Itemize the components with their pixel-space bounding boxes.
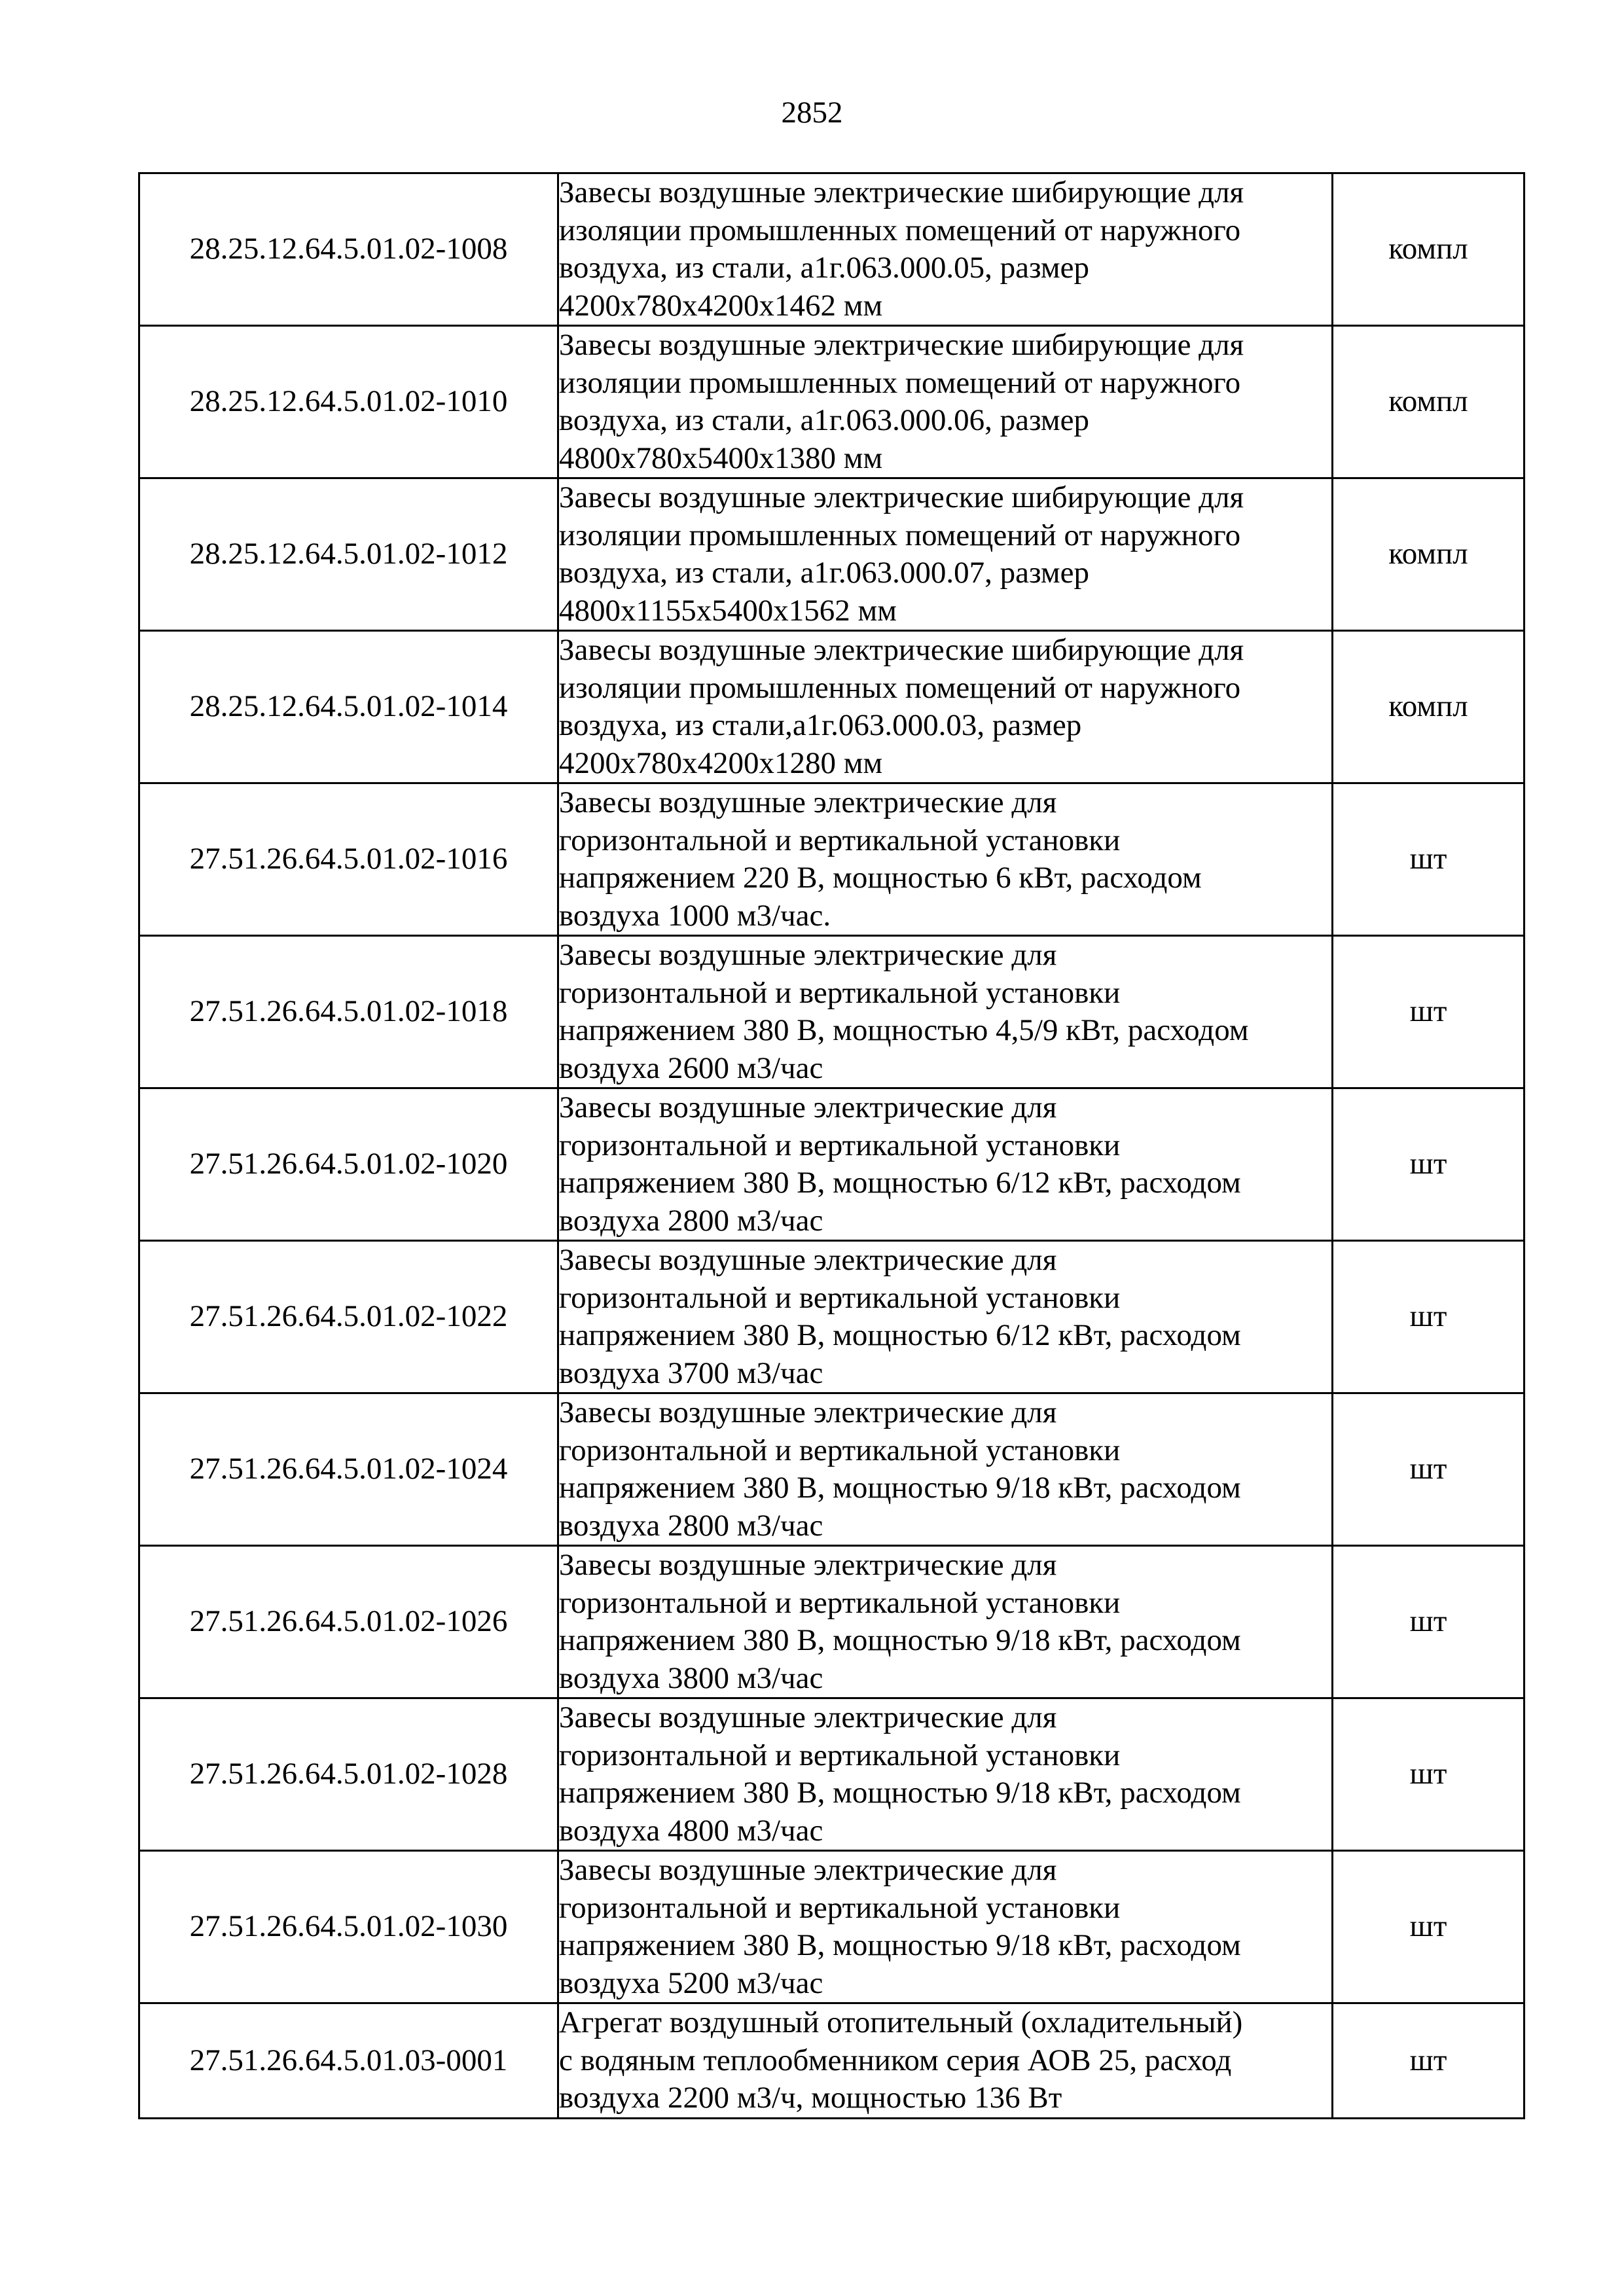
resource-description: Завесы воздушные электрические шибирующие для изоляции промышленных помещений от наружного воздуха, из стали,а1г.063.000.03, размер 4200х780х4200х1280 мм — [558, 631, 1333, 783]
resource-code: 27.51.26.64.5.01.02-1028 — [139, 1698, 558, 1851]
resource-description: Завесы воздушные электрические для горизонтальной и вертикальной установки напряжением 380 В, мощностью 9/18 кВт, расходом воздуха 2800 м3/час — [558, 1393, 1333, 1546]
resource-description: Завесы воздушные электрические шибирующие для изоляции промышленных помещений от наружного воздуха, из стали, а1г.063.000.06, размер 4800х780х5400х1380 мм — [558, 326, 1333, 478]
table-row — [139, 1851, 1525, 2003]
resource-description: Завесы воздушные электрические для горизонтальной и вертикальной установки напряжением 380 В, мощностью 4,5/9 кВт, расходом воздуха 2600 м3/час — [558, 936, 1333, 1088]
table-row — [139, 326, 1525, 478]
resource-code: 28.25.12.64.5.01.02-1010 — [139, 326, 558, 478]
table-row — [139, 1241, 1525, 1393]
resource-description: Завесы воздушные электрические для горизонтальной и вертикальной установки напряжением 380 В, мощностью 9/18 кВт, расходом воздуха 4800 м3/час — [558, 1698, 1333, 1851]
resource-description: Завесы воздушные электрические шибирующие для изоляции промышленных помещений от наружного воздуха, из стали, а1г.063.000.05, размер 4200х780х4200х1462 мм — [558, 173, 1333, 326]
resource-code: 28.25.12.64.5.01.02-1012 — [139, 478, 558, 631]
resource-code: 27.51.26.64.5.01.02-1030 — [139, 1851, 558, 2003]
unit-of-measure: шт — [1333, 1546, 1525, 1698]
table-row — [139, 1698, 1525, 1851]
unit-of-measure: компл — [1333, 478, 1525, 631]
unit-of-measure: шт — [1333, 1851, 1525, 2003]
resource-description: Агрегат воздушный отопительный (охладительный) с водяным теплообменником серия АОВ 25, расход воздуха 2200 м3/ч, мощностью 136 Вт — [558, 2003, 1333, 2119]
resource-code: 27.51.26.64.5.01.03-0001 — [139, 2003, 558, 2119]
unit-of-measure: шт — [1333, 1393, 1525, 1546]
unit-of-measure: компл — [1333, 173, 1525, 326]
resource-table — [138, 172, 1525, 2119]
resource-code: 28.25.12.64.5.01.02-1008 — [139, 173, 558, 326]
table-row — [139, 1546, 1525, 1698]
unit-of-measure: шт — [1333, 1698, 1525, 1851]
table-row — [139, 478, 1525, 631]
table-row — [139, 631, 1525, 783]
table-row — [139, 1393, 1525, 1546]
resource-code: 27.51.26.64.5.01.02-1022 — [139, 1241, 558, 1393]
table-row — [139, 1088, 1525, 1241]
unit-of-measure: шт — [1333, 1241, 1525, 1393]
resource-description: Завесы воздушные электрические для горизонтальной и вертикальной установки напряжением 380 В, мощностью 9/18 кВт, расходом воздуха 3800 м3/час — [558, 1546, 1333, 1698]
resource-description: Завесы воздушные электрические для горизонтальной и вертикальной установки напряжением 380 В, мощностью 9/18 кВт, расходом воздуха 5200 м3/час — [558, 1851, 1333, 2003]
resource-description: Завесы воздушные электрические для горизонтальной и вертикальной установки напряжением 380 В, мощностью 6/12 кВт, расходом воздуха 2800 м3/час — [558, 1088, 1333, 1241]
resource-code: 27.51.26.64.5.01.02-1024 — [139, 1393, 558, 1546]
unit-of-measure: компл — [1333, 326, 1525, 478]
resource-description: Завесы воздушные электрические для горизонтальной и вертикальной установки напряжением 220 В, мощностью 6 кВт, расходом воздуха 1000 м3/час. — [558, 783, 1333, 936]
unit-of-measure: шт — [1333, 1088, 1525, 1241]
resource-code: 28.25.12.64.5.01.02-1014 — [139, 631, 558, 783]
unit-of-measure: шт — [1333, 936, 1525, 1088]
resource-code: 27.51.26.64.5.01.02-1020 — [139, 1088, 558, 1241]
unit-of-measure: компл — [1333, 631, 1525, 783]
table-row — [139, 936, 1525, 1088]
unit-of-measure: шт — [1333, 783, 1525, 936]
table-row — [139, 173, 1525, 326]
resource-description: Завесы воздушные электрические для горизонтальной и вертикальной установки напряжением 380 В, мощностью 6/12 кВт, расходом воздуха 3700 м3/час — [558, 1241, 1333, 1393]
resource-code: 27.51.26.64.5.01.02-1026 — [139, 1546, 558, 1698]
resource-table-body — [139, 173, 1525, 2119]
unit-of-measure: шт — [1333, 2003, 1525, 2119]
resource-code: 27.51.26.64.5.01.02-1018 — [139, 936, 558, 1088]
table-row — [139, 783, 1525, 936]
table-row — [139, 2003, 1525, 2119]
resource-code: 27.51.26.64.5.01.02-1016 — [139, 783, 558, 936]
resource-description: Завесы воздушные электрические шибирующие для изоляции промышленных помещений от наружного воздуха, из стали, а1г.063.000.07, размер 4800х1155х5400х1562 мм — [558, 478, 1333, 631]
page-number: 2852 — [781, 96, 843, 130]
